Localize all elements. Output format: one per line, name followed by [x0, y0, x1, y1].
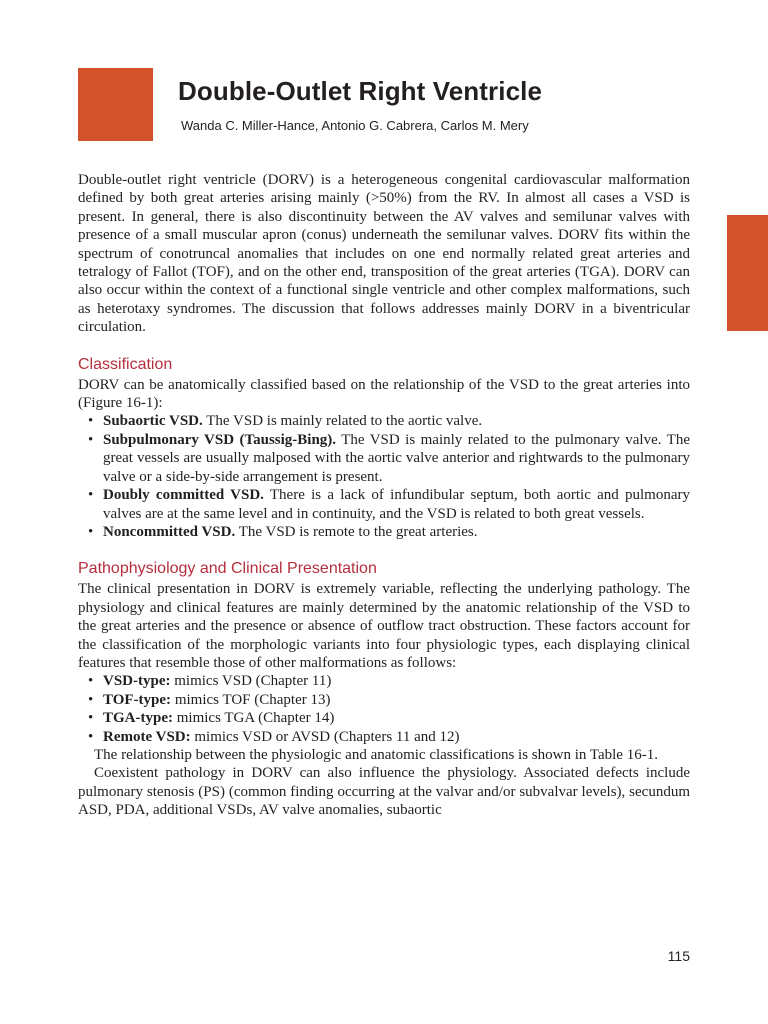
list-item-text: The VSD is mainly related to the aortic valve. [202, 413, 483, 430]
list-item-term: Noncommitted VSD. [103, 523, 236, 540]
chapter-body [78, 171, 690, 820]
list-item [78, 709, 690, 727]
chapter-side-tab [727, 215, 768, 331]
coexistent-pathology-paragraph: Coexistent pathology in DORV can also influence the physiology. Associated defects include pulmonary stenosis (PS) (common finding occurring at the valvar and/or subvalvar levels), secundum ASD, PDA, additional VSDs, AV valve anomalies, subaortic [78, 765, 690, 819]
list-item [78, 486, 690, 523]
list-item-text: mimics VSD or AVSD (Chapters 11 and 12) [190, 728, 460, 745]
relationship-paragraph: The relationship between the physiologic and anatomic classifications is shown in Table 16-1. [94, 746, 658, 763]
classification-lead: DORV can be anatomically classified based on the relationship of the VSD to the great arteries into (Figure 16-1): [78, 376, 690, 412]
list-item-term: TOF-type: [103, 691, 172, 708]
classification-list [78, 412, 690, 541]
chapter-authors: Wanda C. Miller-Hance, Antonio G. Cabrera, Carlos M. Mery [181, 118, 529, 133]
list-item-term: TGA-type: [103, 710, 173, 727]
list-item [78, 691, 690, 709]
list-item-text: The VSD is remote to the great arteries. [235, 523, 478, 540]
list-item [78, 523, 690, 541]
list-item [78, 412, 690, 430]
list-item-text: There is a lack of infundibular septum, both aortic and pulmonary valves are at the same level and in continuity, and the VSD is related to both great vessels. [103, 487, 690, 522]
intro-paragraph: Double-outlet right ventricle (DORV) is a heterogeneous congenital cardiovascular malformation defined by both great arteries arising mainly (>50%) from the RV. In almost all cases a VSD is present. In general, there is also discontinuity between the AV valves and semilunar valves with presence of a small muscular apron (conus) underneath the semilunar valves. DORV fits within the spectrum of conotruncal anomalies that includes on one end normally related great arteries and tetralogy of Fallot (TOF), and on the other end, transposition of the great arteries (TGA). DORV can also occur within the context of a functional single ventricle and other complex malformations, such as heterotaxy syndromes. The discussion that follows addresses mainly DORV in a biventricular circulation. [78, 172, 690, 336]
pathophysiology-lead: The clinical presentation in DORV is extremely variable, reflecting the underlying pathology. The physiology and clinical features are mainly determined by the anatomic relationship of the VSD to the great arteries and the presence or absence of outflow tract obstruction. These factors account for the classification of the morphologic variants into four physiologic types, each displaying clinical features that resemble those of other malformations as follows: [78, 581, 690, 671]
list-item-term: Doubly committed VSD. [103, 487, 264, 504]
list-item [78, 431, 690, 486]
list-item [78, 672, 690, 690]
list-item-term: Remote VSD: [103, 728, 191, 745]
list-item-term: VSD-type: [103, 673, 171, 690]
list-item-text: mimics VSD (Chapter 11) [170, 673, 332, 690]
classification-heading: Classification [78, 355, 173, 373]
list-item-text: mimics TGA (Chapter 14) [173, 710, 335, 727]
list-item-term: Subaortic VSD. [103, 413, 203, 430]
pathophysiology-heading: Pathophysiology and Clinical Presentation [78, 560, 377, 578]
list-item-text: The VSD is mainly related to the pulmonary valve. The great vessels are usually malposed with the aortic valve anterior and rightwards to the pulmonary valve or a side-by-side arrangement is present. [103, 431, 690, 485]
chapter-color-block [78, 68, 153, 141]
page-number: 115 [667, 948, 690, 964]
chapter-title: Double-Outlet Right Ventricle [178, 76, 543, 106]
list-item-term: Subpulmonary VSD (Taussig-Bing). [103, 431, 337, 448]
physiologic-types-list [78, 672, 690, 746]
list-item-text: mimics TOF (Chapter 13) [171, 691, 331, 708]
list-item [78, 728, 690, 746]
